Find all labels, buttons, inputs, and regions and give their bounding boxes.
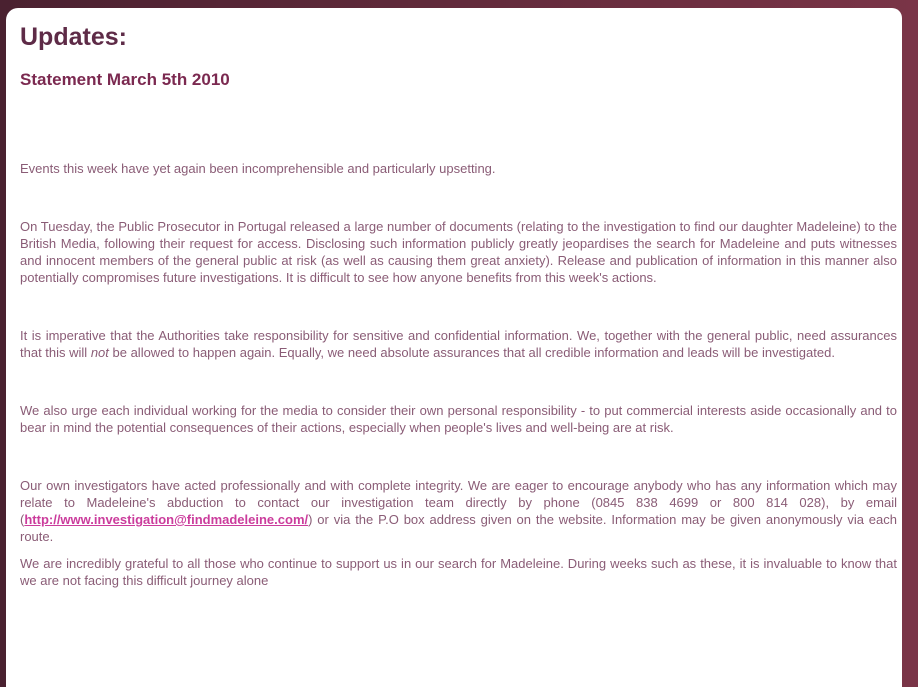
paragraph-text: We are incredibly grateful to all those who continue to support us in our search for Madeleine. During weeks such as these, it is invaluable to know that we are not facing this difficult journey alone	[20, 556, 897, 588]
paragraph-text: Our own investigators have acted professionally and with complete integrity. We are eager to encourage anybody who has any information which may relate to Madeleine's abduction to contact our investigation team directly by phone (0845 838 4699 or 800 814 028), by email (	[20, 478, 897, 527]
paragraph-text: We also urge each individual working for the media to consider their own personal responsibility - to put commercial interests aside occasionally and to bear in mind the potential consequences of their actions, especially when people's lives and well-being are at risk.	[20, 403, 897, 435]
statement-body	[20, 160, 897, 589]
paragraph-text: be allowed to happen again. Equally, we need absolute assurances that all credible information and leads will be investigated.	[108, 345, 835, 360]
paragraph-text: On Tuesday, the Public Prosecutor in Portugal released a large number of documents (relating to the investigation to find our daughter Madeleine) to the British Media, following their request for access. Disclosing such information publicly greatly jeopardises the search for Madeleine and puts witnesses and innocent members of the general public at risk (as well as causing them great anxiety). Release and publication of information in this manner also potentially compromises future investigations. It is difficult to see how anyone benefits from this week's actions.	[20, 219, 897, 285]
content-panel	[6, 8, 902, 687]
page-title: Updates:	[20, 23, 127, 51]
statement-heading: Statement March 5th 2010	[20, 70, 230, 89]
paragraph-text: Events this week have yet again been incomprehensible and particularly upsetting.	[20, 161, 496, 176]
investigation-email-link[interactable]: http://www.investigation@findmadeleine.com/	[24, 512, 309, 527]
statement-paragraph	[20, 218, 897, 286]
paragraph-text: ) or via the P.O box address given on the website. Information may be given anonymously via each route.	[20, 512, 897, 544]
statement-paragraph	[20, 555, 897, 589]
paragraph-text: It is imperative that the Authorities take responsibility for sensitive and confidential information. We, together with the general public, need assurances that this will	[20, 328, 897, 360]
statement-paragraph	[20, 327, 897, 361]
statement-paragraph	[20, 477, 897, 545]
emphasized-text: not	[90, 345, 109, 360]
statement-paragraph	[20, 402, 897, 436]
statement-paragraph	[20, 160, 897, 177]
